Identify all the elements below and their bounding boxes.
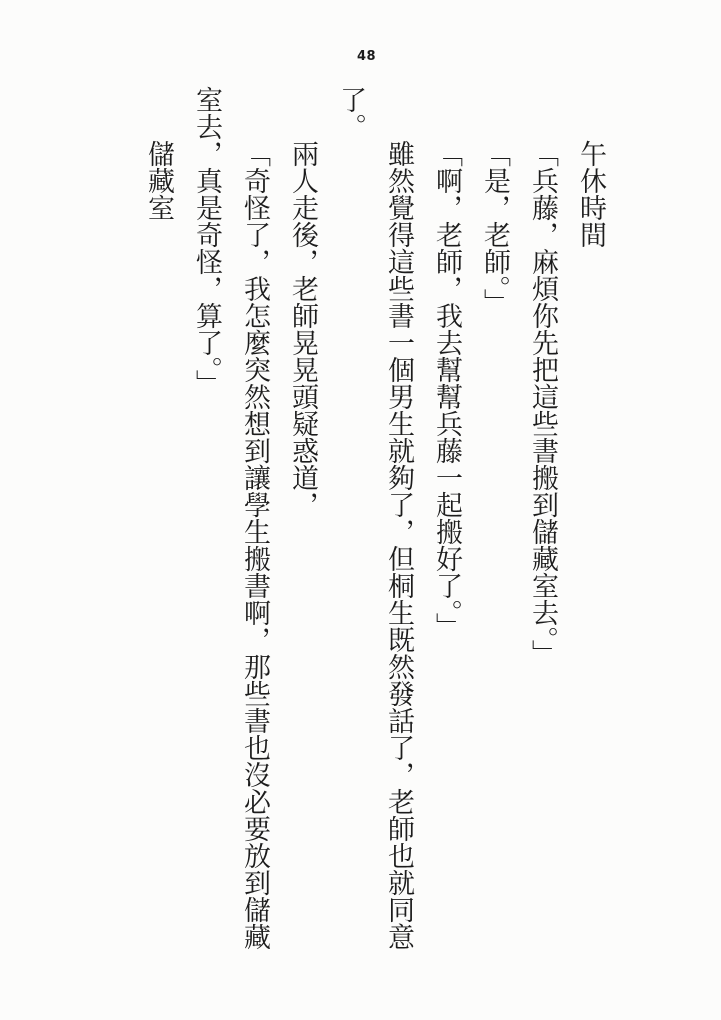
paragraph: 兩人走後，老師晃晃頭疑惑道， — [288, 140, 318, 518]
paragraph: 儲藏室 — [144, 140, 174, 221]
vertical-text-block — [135, 86, 615, 952]
paragraph: 雖然覺得這些書一個男生就夠了，但桐生既然發話了，老師也就同意了。 — [336, 86, 414, 950]
paragraph: 午休時間 — [576, 140, 606, 248]
paragraph: 「奇怪了，我怎麼突然想到讓學生搬書啊，那些書也沒必要放到儲藏室去，真是奇怪，算了。」 — [192, 86, 270, 950]
page-number: 48 — [356, 49, 377, 64]
paragraph: 「是，老師。」 — [480, 140, 510, 316]
paragraph: 「啊，老師，我去幫幫兵藤一起搬好了。」 — [432, 140, 462, 640]
paragraph: 「兵藤，麻煩你先把這些書搬到儲藏室去。」 — [528, 140, 558, 667]
